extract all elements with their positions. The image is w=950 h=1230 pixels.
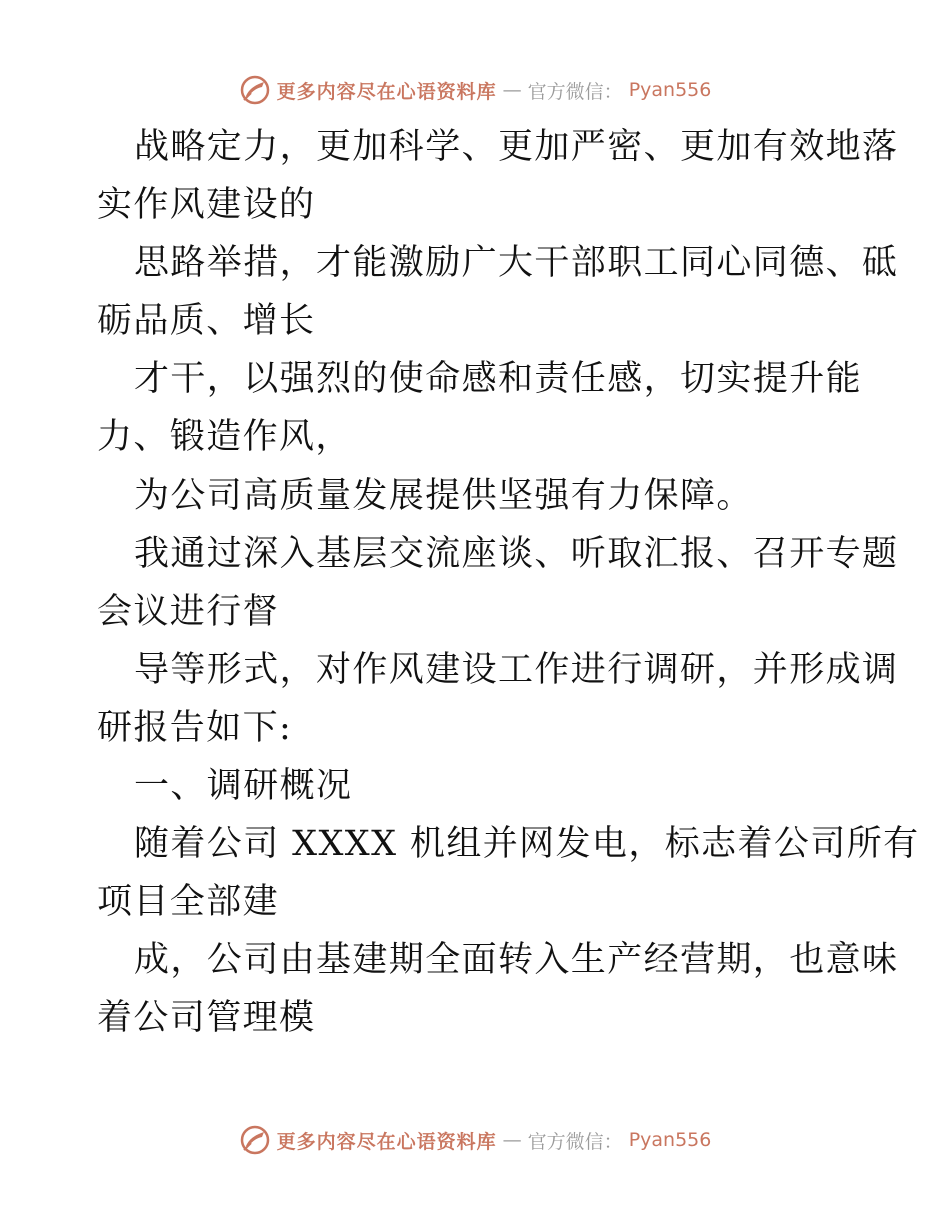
watermark-separator: —	[502, 79, 522, 101]
text-line: 随着公司 XXXX 机组并网发电，标志着公司所有	[134, 824, 920, 865]
header-watermark	[0, 70, 950, 110]
text-line: 思路举措，才能激励广大干部职工同心同德、砥	[134, 243, 899, 284]
footer-watermark	[0, 1120, 950, 1160]
text-line: 导等形式，对作风建设工作进行调研，并形成调	[134, 649, 899, 690]
text-line: 成，公司由基建期全面转入生产经营期，也意味	[134, 940, 899, 981]
text-line: 砺品质、增长	[97, 301, 316, 342]
text-line: 力、锻造作风，	[97, 417, 352, 458]
text-line: 战略定力，更加科学、更加严密、更加有效地落	[134, 127, 899, 167]
watermark-separator: —	[502, 1129, 522, 1151]
text-line: 为公司高质量发展提供坚强有力保障。	[134, 475, 753, 516]
text-line: 才干，以强烈的使命感和责任感，切实提升能	[134, 359, 863, 400]
watermark-label: 官方微信：	[527, 80, 623, 103]
watermark-id: Pyan556	[628, 1129, 712, 1151]
watermark-text: 更多内容尽在心语资料库	[276, 80, 497, 103]
pen-logo-icon	[239, 1124, 271, 1156]
text-line: 会议进行督	[97, 591, 280, 632]
section-heading: 一、调研概况	[134, 766, 353, 807]
watermark-text: 更多内容尽在心语资料库	[276, 1130, 497, 1153]
watermark-id: Pyan556	[628, 79, 712, 101]
watermark-label: 官方微信：	[527, 1130, 623, 1153]
text-line: 实作风建设的	[97, 185, 316, 226]
text-line: 项目全部建	[97, 882, 280, 923]
text-line: 我通过深入基层交流座谈、听取汇报、召开专题	[134, 533, 899, 574]
document-body	[97, 118, 920, 1048]
text-line: 研报告如下:	[97, 707, 293, 748]
text-line: 着公司管理模	[97, 998, 316, 1039]
pen-logo-icon	[239, 74, 271, 106]
